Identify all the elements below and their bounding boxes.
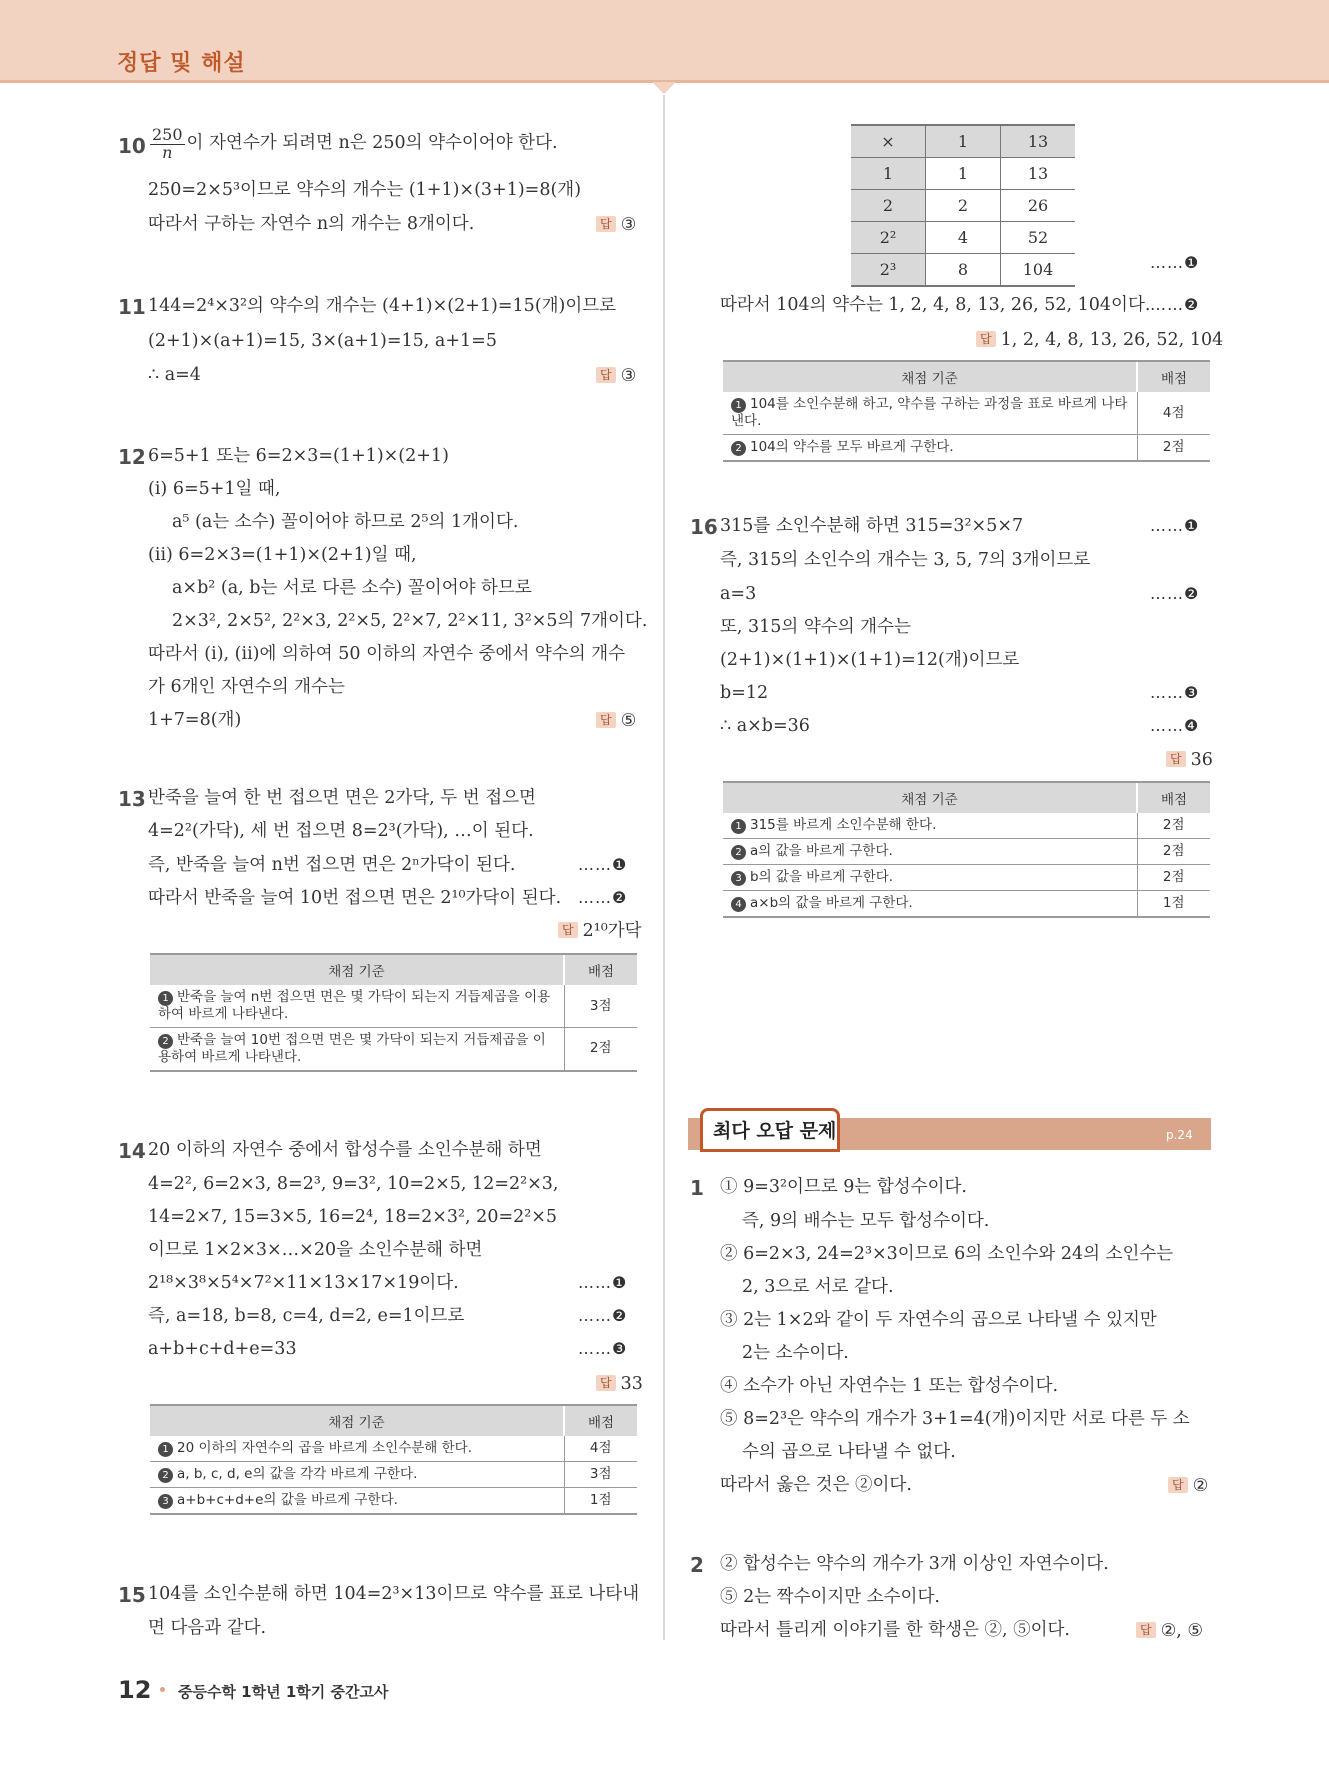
problem-13-step-1: ……❶ xyxy=(578,855,627,874)
problem-13-answer: 답 2¹⁰가닥 xyxy=(558,922,642,941)
header-title: 정답 및 해설 xyxy=(117,51,246,76)
problem-14-line-7: a+b+c+d+e=33 xyxy=(148,1339,297,1359)
table-row: 2³ 8 104 xyxy=(851,254,1075,287)
grading-header-criteria: 채점 기준 xyxy=(150,954,564,985)
problem-10-answer: 답 ③ xyxy=(596,216,636,235)
problem-11-line-1: 144=2⁴×3²의 약수의 개수는 (4+1)×(2+1)=15(개)이므로 xyxy=(148,296,617,316)
problem-15-step-1: ……❶ xyxy=(1150,253,1199,272)
table-row: 2 반죽을 늘여 10번 접으면 면은 몇 가닥이 되는지 거듭제곱을 이용하여 바르게 나타낸다. 2점 xyxy=(150,1027,637,1070)
problem-13-line-4: 따라서 반죽을 늘여 10번 접으면 면은 2¹⁰가닥이 된다. xyxy=(148,888,562,908)
problem-15-answer: 답 1, 2, 4, 8, 13, 26, 52, 104 xyxy=(976,331,1223,350)
problem-15-number: 15 xyxy=(118,1583,146,1607)
question-1-number: 1 xyxy=(690,1176,704,1200)
grading-header-points: 배점 xyxy=(1137,361,1210,392)
problem-16-line-6: b=12 xyxy=(720,683,769,703)
table-row: 3 b의 값을 바르게 구한다. 2점 xyxy=(723,865,1210,891)
table-row: 2 104의 약수를 모두 바르게 구한다. 2점 xyxy=(723,434,1210,461)
problem-12-line-3: a⁵ (a는 소수) 꼴이어야 하므로 2⁵의 1개이다. xyxy=(172,512,519,532)
table-row: 2 2 26 xyxy=(851,190,1075,222)
problem-12-line-7: 따라서 (ⅰ), (ⅱ)에 의하여 50 이하의 자연수 중에서 약수의 개수 xyxy=(148,644,625,664)
question-1-line-6: 2는 소수이다. xyxy=(742,1343,849,1363)
problem-10-line-1: $\frac{250}{n}$ 이 자연수가 되려면 n은 250의 약수이어야 한다. xyxy=(152,125,558,162)
table-row: 1 1 13 xyxy=(851,158,1075,190)
problem-14-step-1: ……❶ xyxy=(578,1273,627,1292)
question-1-answer: 답 ② xyxy=(1168,1477,1208,1496)
table-row: 3 a+b+c+d+e의 값을 바르게 구한다. 1점 xyxy=(150,1488,637,1515)
table-row: 4 a×b의 값을 바르게 구한다. 1점 xyxy=(723,891,1210,918)
section-page-ref: p.24 xyxy=(1166,1128,1193,1142)
problem-16-line-3: a=3 xyxy=(720,584,757,604)
problem-14-step-2: ……❷ xyxy=(578,1306,627,1325)
problem-12-line-5: a×b² (a, b는 서로 다른 소수) 꼴이어야 하므로 xyxy=(172,578,532,598)
table-row: × 1 13 xyxy=(851,125,1075,158)
grading-header-criteria: 채점 기준 xyxy=(723,782,1137,813)
question-2-line-3: 따라서 틀리게 이야기를 한 학생은 ②, ⑤이다. xyxy=(720,1620,1070,1640)
section-title: 최다 오답 문제 xyxy=(713,1120,837,1142)
problem-14-answer: 답 33 xyxy=(596,1375,643,1394)
problem-12-line-8: 가 6개인 자연수의 개수는 xyxy=(148,677,345,697)
problem-11-answer: 답 ③ xyxy=(596,367,636,386)
problem-12-line-6: 2×3², 2×5², 2²×3, 2²×5, 2²×7, 2²×11, 3²×5의 7개이다. xyxy=(172,611,648,631)
problem-10-line-2: 250=2×5³이므로 약수의 개수는 (1+1)×(3+1)=8(개) xyxy=(148,180,582,200)
problem-15-grading-table xyxy=(723,360,1210,462)
question-2-line-1: ② 합성수는 약수의 개수가 3개 이상인 자연수이다. xyxy=(720,1554,1109,1574)
column-divider xyxy=(663,95,665,1640)
problem-15-line-2: 면 다음과 같다. xyxy=(148,1618,267,1638)
problem-14-line-6: 즉, a=18, b=8, c=4, d=2, e=1이므로 xyxy=(148,1306,465,1326)
header-notch xyxy=(652,82,676,94)
problem-10-line-3: 따라서 구하는 자연수 n의 개수는 8개이다. xyxy=(148,214,475,234)
table-row: 2 a, b, c, d, e의 값을 각각 바르게 구한다. 3점 xyxy=(150,1462,637,1488)
page-number: 12 xyxy=(118,1676,152,1704)
table-row: 1 반죽을 늘여 n번 접으면 면은 몇 가닥이 되는지 거듭제곱을 이용하여 바르게 나타낸다. 3점 xyxy=(150,985,637,1027)
problem-14-line-1: 20 이하의 자연수 중에서 합성수를 소인수분해 하면 xyxy=(148,1140,542,1160)
question-1-line-9: 수의 곱으로 나타낼 수 없다. xyxy=(742,1442,956,1462)
grading-header-points: 배점 xyxy=(564,1405,637,1436)
problem-15-line-3: 따라서 104의 약수는 1, 2, 4, 8, 13, 26, 52, 104이다. xyxy=(720,295,1151,315)
question-1-line-10: 따라서 옳은 것은 ②이다. xyxy=(720,1475,912,1495)
grading-header-criteria: 채점 기준 xyxy=(723,361,1137,392)
problem-16-line-7: ∴ a×b=36 xyxy=(720,716,810,736)
question-2-answer: 답 ②, ⑤ xyxy=(1136,1622,1203,1641)
problem-16-number: 16 xyxy=(690,515,718,539)
problem-11-line-3: ∴ a=4 xyxy=(148,365,201,385)
problem-14-line-5: 2¹⁸×3⁸×5⁴×7²×11×13×17×19이다. xyxy=(148,1273,459,1293)
table-row: 1 20 이하의 자연수의 곱을 바르게 소인수분해 한다. 4점 xyxy=(150,1436,637,1462)
problem-14-line-2: 4=2², 6=2×3, 8=2³, 9=3², 10=2×5, 12=2²×3, xyxy=(148,1174,559,1194)
problem-15-step-2: ……❷ xyxy=(1150,295,1199,314)
question-1-line-4: 2, 3으로 서로 같다. xyxy=(742,1277,894,1297)
problem-12-line-2: (ⅰ) 6=5+1일 때, xyxy=(148,479,281,499)
problem-16-answer: 답 36 xyxy=(1166,751,1213,770)
question-1-line-1: ① 9=3²이므로 9는 합성수이다. xyxy=(720,1177,967,1197)
table-row: 1 104를 소인수분해 하고, 약수를 구하는 과정을 표로 바르게 나타낸다. 4점 xyxy=(723,392,1210,434)
question-1-line-7: ④ 소수가 아닌 자연수는 1 또는 합성수이다. xyxy=(720,1376,1059,1396)
question-1-line-8: ⑤ 8=2³은 약수의 개수가 3+1=4(개)이지만 서로 다른 두 소 xyxy=(720,1409,1190,1429)
problem-12-number: 12 xyxy=(118,445,146,469)
problem-13-number: 13 xyxy=(118,787,146,811)
problem-16-step-3: ……❸ xyxy=(1150,683,1199,702)
grading-header-criteria: 채점 기준 xyxy=(150,1405,564,1436)
problem-13-grading-table xyxy=(150,953,637,1072)
problem-16-step-4: ……❹ xyxy=(1150,716,1199,735)
problem-14-number: 14 xyxy=(118,1139,146,1163)
problem-14-step-3: ……❸ xyxy=(578,1339,627,1358)
problem-16-line-2: 즉, 315의 소인수의 개수는 3, 5, 7의 3개이므로 xyxy=(720,550,1091,570)
question-1-line-5: ③ 2는 1×2와 같이 두 자연수의 곱으로 나타낼 수 있지만 xyxy=(720,1310,1157,1330)
grading-header-points: 배점 xyxy=(1137,782,1210,813)
problem-16-step-1: ……❶ xyxy=(1150,516,1199,535)
problem-15-line-1: 104를 소인수분해 하면 104=2³×13이므로 약수를 표로 나타내 xyxy=(148,1584,640,1604)
footer-bullet xyxy=(160,1687,165,1692)
problem-13-line-2: 4=2²(가닥), 세 번 접으면 8=2³(가닥), …이 된다. xyxy=(148,821,534,841)
table-row: 1 315를 바르게 소인수분해 한다. 2점 xyxy=(723,813,1210,839)
divisor-table xyxy=(851,124,1075,287)
grading-header-points: 배점 xyxy=(564,954,637,985)
table-row: 2 a의 값을 바르게 구한다. 2점 xyxy=(723,839,1210,865)
problem-14-line-3: 14=2×7, 15=3×5, 16=2⁴, 18=2×3², 20=2²×5 xyxy=(148,1207,558,1227)
problem-10-number: 10 xyxy=(118,134,146,158)
problem-16-line-4: 또, 315의 약수의 개수는 xyxy=(720,617,911,637)
question-2-line-2: ⑤ 2는 짝수이지만 소수이다. xyxy=(720,1587,940,1607)
footer-book-title: 중등수학 1학년 1학기 중간고사 xyxy=(178,1683,389,1701)
problem-12-answer: 답 ⑤ xyxy=(596,712,636,731)
problem-16-step-2: ……❷ xyxy=(1150,584,1199,603)
problem-12-line-9: 1+7=8(개) xyxy=(148,710,242,730)
problem-11-number: 11 xyxy=(118,295,146,319)
fraction-250-over-n: $\frac{250}{n}$ xyxy=(152,125,183,162)
question-1-line-2: 즉, 9의 배수는 모두 합성수이다. xyxy=(742,1211,990,1231)
problem-13-step-2: ……❷ xyxy=(578,888,627,907)
table-row: 2² 4 52 xyxy=(851,222,1075,254)
problem-13-line-3: 즉, 반죽을 늘여 n번 접으면 면은 2ⁿ가닥이 된다. xyxy=(148,855,516,875)
question-2-number: 2 xyxy=(690,1553,704,1577)
question-1-line-3: ② 6=2×3, 24=2³×3이므로 6의 소인수와 24의 소인수는 xyxy=(720,1244,1174,1264)
problem-12-line-1: 6=5+1 또는 6=2×3=(1+1)×(2+1) xyxy=(148,446,449,466)
problem-13-line-1: 반죽을 늘여 한 번 접으면 면은 2가닥, 두 번 접으면 xyxy=(148,788,536,808)
problem-16-line-5: (2+1)×(1+1)×(1+1)=12(개)이므로 xyxy=(720,650,1020,670)
problem-16-grading-table xyxy=(723,781,1210,918)
problem-14-grading-table xyxy=(150,1404,637,1515)
problem-14-line-4: 이므로 1×2×3×…×20을 소인수분해 하면 xyxy=(148,1240,483,1260)
problem-16-line-1: 315를 소인수분해 하면 315=3²×5×7 xyxy=(720,516,1024,536)
problem-11-line-2: (2+1)×(a+1)=15, 3×(a+1)=15, a+1=5 xyxy=(148,331,497,351)
problem-12-line-4: (ⅱ) 6=2×3=(1+1)×(2+1)일 때, xyxy=(148,545,417,565)
